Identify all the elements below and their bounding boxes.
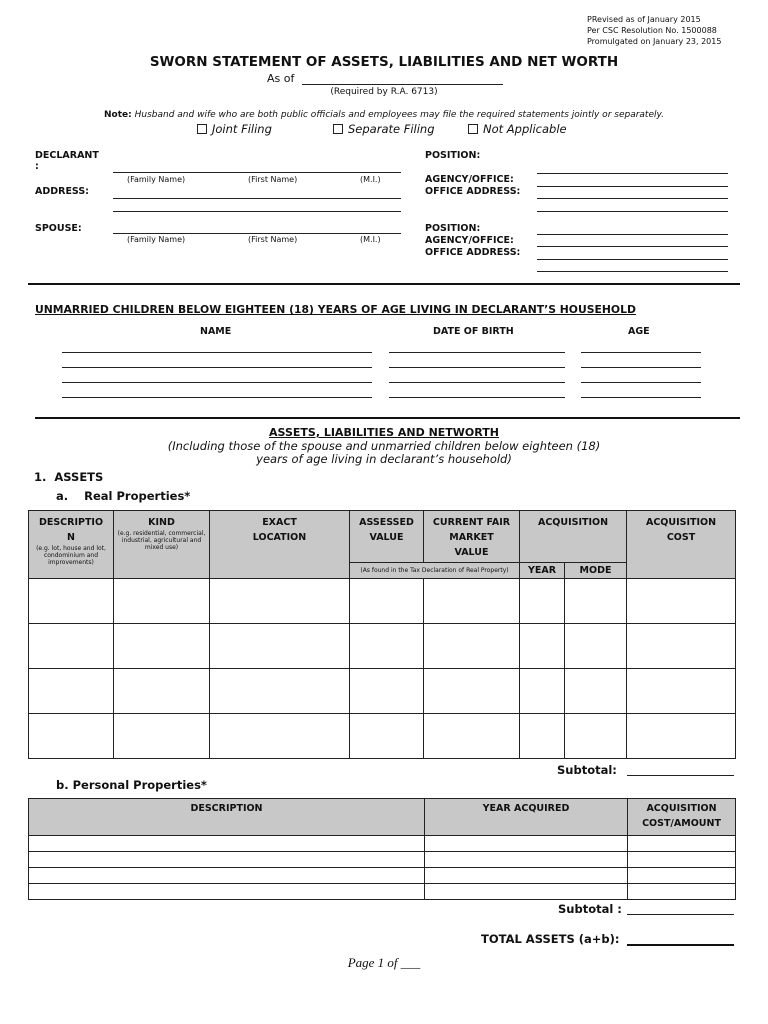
- pp-header-cost: [628, 799, 736, 836]
- required-by: (Required by R.A. 6713): [330, 87, 438, 97]
- pp-cell-cost[interactable]: [628, 836, 736, 852]
- rp-cell-cost[interactable]: [627, 579, 736, 624]
- rp-header-fmv-line3: VALUE: [454, 547, 489, 558]
- rp-cell-mode[interactable]: [565, 624, 627, 669]
- declarant-name-field[interactable]: [113, 172, 401, 173]
- rp-cell-location[interactable]: [210, 714, 350, 759]
- assets-label: 1. ASSETS: [34, 470, 104, 484]
- rp-header-mode: MODE: [565, 563, 627, 579]
- rp-cell-assessed[interactable]: [350, 669, 424, 714]
- revision-line-1: PRevised as of January 2015: [587, 15, 701, 24]
- rp-header-cost-line2: COST: [666, 532, 696, 543]
- rp-cell-mode[interactable]: [565, 579, 627, 624]
- rp-header-assessed-value: [350, 511, 424, 563]
- personal-properties-table: [28, 798, 736, 900]
- rp-header-exact-line1: EXACT: [262, 517, 297, 528]
- pp-cell-description[interactable]: [29, 836, 425, 852]
- rp-cell-kind[interactable]: [114, 624, 210, 669]
- pp-cell-description[interactable]: [29, 884, 425, 900]
- table-row: [29, 669, 736, 714]
- child-dob-field[interactable]: [389, 397, 565, 398]
- rp-cell-kind[interactable]: [114, 714, 210, 759]
- rp-cell-year[interactable]: [520, 624, 565, 669]
- rp-cell-assessed[interactable]: [350, 624, 424, 669]
- not-applicable-label: Not Applicable: [483, 122, 567, 136]
- section-divider-2: [35, 417, 740, 419]
- personal-subtotal-field[interactable]: [627, 914, 734, 915]
- rp-cell-cost[interactable]: [627, 624, 736, 669]
- rp-header-acquisition: ACQUISITION: [520, 511, 627, 563]
- real-subtotal-label: Subtotal:: [557, 763, 617, 777]
- rp-cell-description[interactable]: [29, 669, 114, 714]
- pp-cell-year[interactable]: [425, 884, 628, 900]
- page-title: SWORN STATEMENT OF ASSETS, LIABILITIES AND NET WORTH: [149, 54, 619, 70]
- child-dob-field[interactable]: [389, 352, 565, 353]
- separate-filing-checkbox[interactable]: [333, 124, 343, 134]
- alnw-heading: ASSETS, LIABILITIES AND NETWORTH: [269, 426, 499, 439]
- pp-cell-cost[interactable]: [628, 884, 736, 900]
- rp-header-assessed-line1: ASSESSED: [359, 517, 414, 528]
- rp-header-fair-market-value: [424, 511, 520, 563]
- agency-label: AGENCY/OFFICE:: [425, 174, 514, 185]
- rp-cell-kind[interactable]: [114, 579, 210, 624]
- spouse-office-address-field-2[interactable]: [537, 271, 728, 272]
- rp-cell-location[interactable]: [210, 669, 350, 714]
- spouse-mi-hint: (M.I.): [360, 235, 381, 244]
- pp-header-cost-line2: COST/AMOUNT: [642, 818, 721, 829]
- separate-filing-label: Separate Filing: [348, 122, 435, 136]
- rp-cell-fmv[interactable]: [424, 714, 520, 759]
- pp-cell-year[interactable]: [425, 868, 628, 884]
- pp-cell-year[interactable]: [425, 836, 628, 852]
- table-row: [29, 714, 736, 759]
- note-label: Note:: [104, 110, 132, 120]
- rp-header-kind: [114, 511, 210, 579]
- pp-cell-year[interactable]: [425, 852, 628, 868]
- spouse-agency-field[interactable]: [537, 246, 728, 247]
- children-name-header: NAME: [200, 326, 232, 337]
- as-of-date-field[interactable]: [302, 84, 503, 85]
- rp-header-acquisition-cost: [627, 511, 736, 579]
- spouse-label: SPOUSE:: [35, 223, 82, 234]
- spouse-name-field[interactable]: [113, 233, 401, 234]
- pp-cell-cost[interactable]: [628, 852, 736, 868]
- declarant-first-name-hint: (First Name): [248, 175, 298, 184]
- alnw-subheading-2: years of age living in declarant’s household): [256, 452, 512, 466]
- address-label: ADDRESS:: [35, 186, 89, 197]
- section-divider-1: [28, 283, 740, 285]
- office-address-field-1[interactable]: [537, 198, 728, 199]
- child-name-field[interactable]: [62, 382, 372, 383]
- rp-header-kind-hint: (e.g. residential, commercial, industrial, agricultural and mixed use): [117, 530, 206, 551]
- position-field[interactable]: [537, 173, 728, 174]
- rp-header-tax-note-text: (As found in the Tax Declaration of Real Property): [360, 567, 509, 574]
- spouse-position-field[interactable]: [537, 234, 728, 235]
- not-applicable-option[interactable]: [468, 122, 567, 136]
- rp-cell-fmv[interactable]: [424, 669, 520, 714]
- address-field-1[interactable]: [113, 198, 401, 199]
- pp-cell-description[interactable]: [29, 868, 425, 884]
- child-name-field[interactable]: [62, 397, 372, 398]
- rp-cell-cost[interactable]: [627, 714, 736, 759]
- child-age-field[interactable]: [581, 397, 701, 398]
- child-name-field[interactable]: [62, 367, 372, 368]
- as-of-label: As of: [267, 72, 295, 85]
- pp-cell-cost[interactable]: [628, 868, 736, 884]
- rp-header-exact-line2: LOCATION: [252, 532, 307, 543]
- pp-header-description: DESCRIPTION: [29, 799, 425, 836]
- rp-cell-year[interactable]: [520, 669, 565, 714]
- real-properties-label: a. Real Properties*: [56, 489, 191, 503]
- pp-cell-description[interactable]: [29, 852, 425, 868]
- revision-line-2: Per CSC Resolution No. 1500088: [587, 26, 717, 35]
- rp-cell-description[interactable]: [29, 579, 114, 624]
- spouse-position-label: POSITION:: [425, 223, 481, 234]
- office-address-label: OFFICE ADDRESS:: [425, 186, 521, 197]
- rp-header-exact-location: [210, 511, 350, 579]
- rp-cell-description[interactable]: [29, 624, 114, 669]
- child-age-field[interactable]: [581, 352, 701, 353]
- child-dob-field[interactable]: [389, 382, 565, 383]
- rp-header-year: YEAR: [520, 563, 565, 579]
- rp-header-fmv-line2: MARKET: [449, 532, 494, 543]
- children-dob-header: DATE OF BIRTH: [433, 326, 514, 337]
- rp-cell-location[interactable]: [210, 624, 350, 669]
- rp-cell-mode[interactable]: [565, 714, 627, 759]
- child-name-field[interactable]: [62, 352, 372, 353]
- real-properties-table: [28, 510, 736, 759]
- position-label: POSITION:: [425, 150, 481, 161]
- declarant-colon: :: [35, 161, 39, 172]
- note-text: Husband and wife who are both public officials and employees may file the required statements jointly or separately.: [134, 110, 664, 120]
- personal-properties-label: b. Personal Properties*: [56, 778, 207, 792]
- child-age-field[interactable]: [581, 382, 701, 383]
- children-age-header: AGE: [628, 326, 650, 337]
- office-address-field-2[interactable]: [537, 211, 728, 212]
- joint-filing-checkbox[interactable]: [197, 124, 207, 134]
- spouse-family-name-hint: (Family Name): [127, 235, 186, 244]
- revision-note: [587, 14, 721, 47]
- children-heading: UNMARRIED CHILDREN BELOW EIGHTEEN (18) YEARS OF AGE LIVING IN DECLARANT’S HOUSEHOLD: [35, 303, 636, 316]
- page-number: Page 1 of ___: [347, 955, 421, 970]
- separate-filing-option[interactable]: [333, 122, 435, 136]
- table-row: [29, 884, 736, 900]
- table-row: [29, 579, 736, 624]
- not-applicable-checkbox[interactable]: [468, 124, 478, 134]
- note: [0, 110, 768, 120]
- rp-cell-fmv[interactable]: [424, 624, 520, 669]
- rp-header-description: [29, 511, 114, 579]
- rp-cell-assessed[interactable]: [350, 579, 424, 624]
- rp-header-description-line1: DESCRIPTIO: [38, 517, 104, 528]
- child-dob-field[interactable]: [389, 367, 565, 368]
- rp-cell-description[interactable]: [29, 714, 114, 759]
- child-age-field[interactable]: [581, 367, 701, 368]
- total-assets-label: TOTAL ASSETS (a+b):: [481, 932, 620, 946]
- declarant-label: DECLARANT: [35, 150, 99, 161]
- rp-header-description-line2: N: [67, 532, 75, 543]
- declarant-mi-hint: (M.I.): [360, 175, 381, 184]
- total-assets-field[interactable]: [627, 944, 734, 946]
- rp-header-tax-note: [350, 563, 520, 579]
- spouse-office-address-label: OFFICE ADDRESS:: [425, 247, 521, 258]
- agency-field[interactable]: [537, 186, 728, 187]
- alnw-subheading-1: (Including those of the spouse and unmarried children below eighteen (18): [167, 439, 601, 453]
- address-field-2[interactable]: [113, 211, 401, 212]
- spouse-agency-label: AGENCY/OFFICE:: [425, 235, 514, 246]
- rp-header-fmv-line1: CURRENT FAIR: [432, 517, 511, 528]
- rp-header-cost-line1: ACQUISITION: [645, 517, 717, 528]
- personal-subtotal-label: Subtotal :: [558, 902, 622, 916]
- real-subtotal-field[interactable]: [627, 775, 734, 776]
- rp-cell-kind[interactable]: [114, 669, 210, 714]
- table-row: [29, 852, 736, 868]
- table-row: [29, 868, 736, 884]
- rp-cell-year[interactable]: [520, 579, 565, 624]
- table-row: [29, 836, 736, 852]
- revision-line-3: Promulgated on January 23, 2015: [587, 37, 722, 46]
- spouse-first-name-hint: (First Name): [248, 235, 298, 244]
- rp-header-description-hint: (e.g. lot, house and lot, condominium and improvements): [36, 545, 106, 566]
- declarant-family-name-hint: (Family Name): [127, 175, 186, 184]
- rp-header-assessed-line2: VALUE: [369, 532, 404, 543]
- pp-header-year-acquired: YEAR ACQUIRED: [425, 799, 628, 836]
- rp-cell-fmv[interactable]: [424, 579, 520, 624]
- rp-cell-mode[interactable]: [565, 669, 627, 714]
- pp-header-cost-line1: ACQUISITION: [646, 803, 717, 814]
- rp-header-kind-label: KIND: [148, 517, 175, 528]
- joint-filing-option[interactable]: [197, 122, 272, 136]
- table-row: [29, 624, 736, 669]
- rp-cell-assessed[interactable]: [350, 714, 424, 759]
- joint-filing-label: Joint Filing: [212, 122, 272, 136]
- spouse-office-address-field-1[interactable]: [537, 259, 728, 260]
- rp-cell-cost[interactable]: [627, 669, 736, 714]
- rp-cell-location[interactable]: [210, 579, 350, 624]
- rp-cell-year[interactable]: [520, 714, 565, 759]
